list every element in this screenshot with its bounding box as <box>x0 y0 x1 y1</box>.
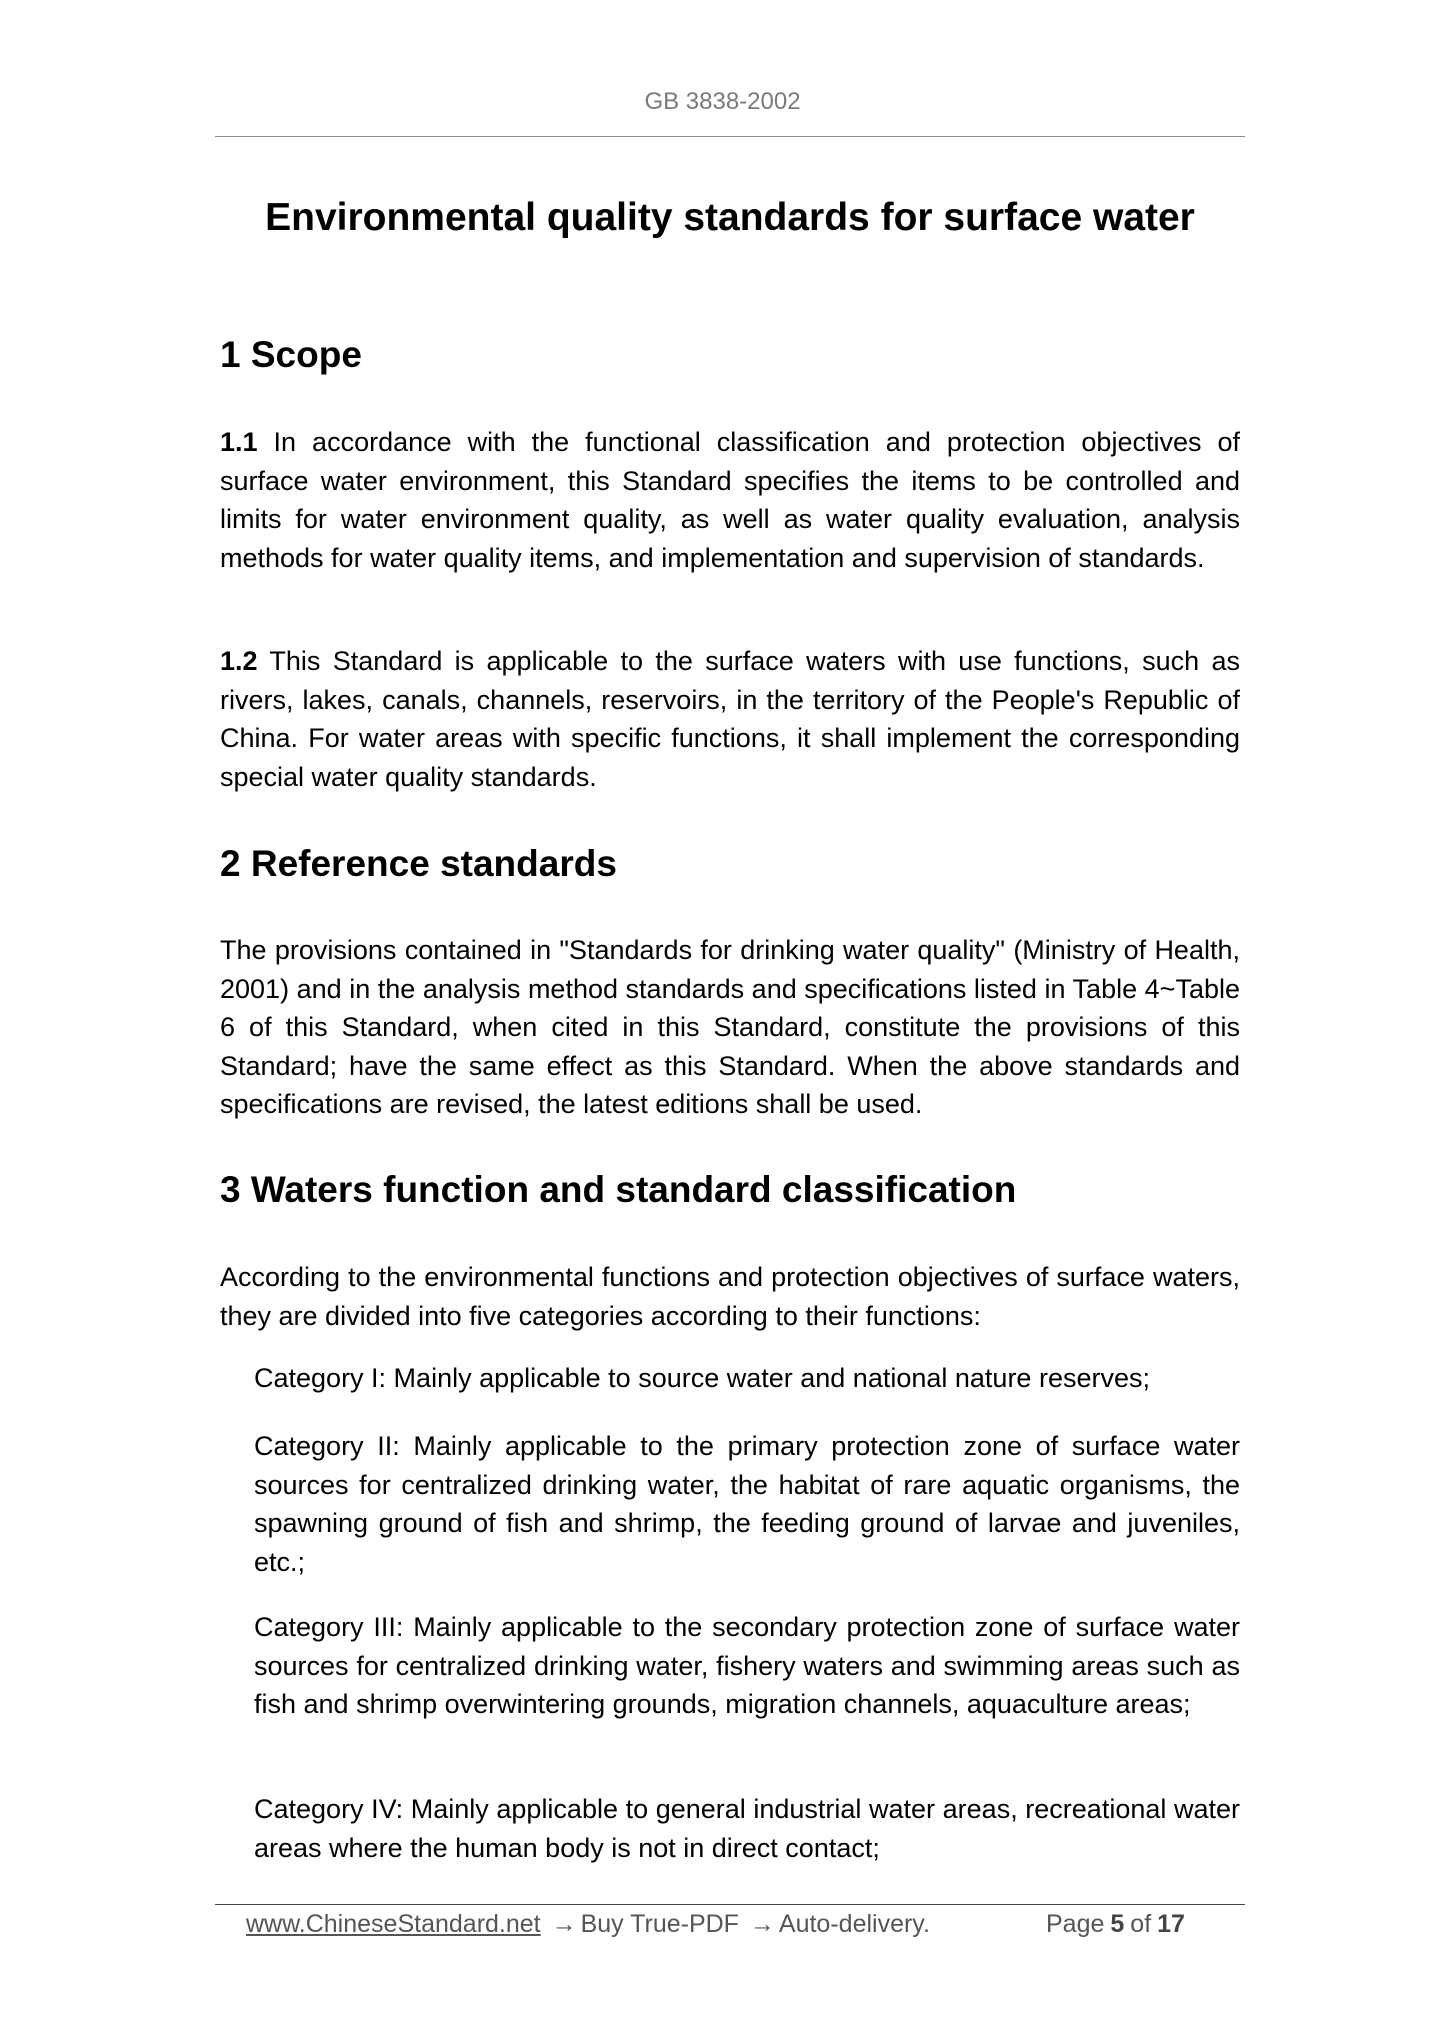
category-iii-item: Category III: Mainly applicable to the secondary protection zone of surface water sources for centralized drinking water, fishery waters and swimming areas such as fish and shrimp overwintering grounds, migration channels, aquaculture areas; <box>254 1612 1240 1719</box>
section-heading-waters-function: 3 Waters function and standard classification <box>220 1169 1017 1210</box>
header-standard-code: GB 3838-2002 <box>644 88 801 115</box>
site-link[interactable]: www.ChineseStandard.net <box>246 1910 541 1938</box>
clause-number: 1.1 <box>220 427 258 457</box>
header-divider <box>215 136 1245 137</box>
page-current: 5 <box>1110 1910 1125 1938</box>
buy-pdf-text: Buy True-PDF <box>580 1910 739 1938</box>
clause-number: 1.2 <box>220 646 258 676</box>
clause-1-1 <box>220 423 1240 577</box>
reference-standards-paragraph: The provisions contained in "Standards for drinking water quality" (Ministry of Health, 2001) and in the analysis method standards and specifications listed in Table 4~Table 6 of this Standard, when cited in this Standard, constitute the provisions of this Standard; have the same effect as this Standard. When the above standards and specifications are revised, the latest editions shall be used. <box>220 935 1240 1119</box>
document-title: Environmental quality standards for surface water <box>265 196 1195 239</box>
category-ii-item: Category II: Mainly applicable to the primary protection zone of surface water sources for centralized drinking water, the habitat of rare aquatic organisms, the spawning ground of fish and shrimp, the feeding ground of larvae and juveniles, etc.; <box>254 1431 1240 1577</box>
page-total: 17 <box>1157 1910 1185 1938</box>
category-iv-item: Category IV: Mainly applicable to general industrial water areas, recreational water areas where the human body is not in direct contact; <box>254 1794 1240 1863</box>
auto-delivery-text: Auto-delivery. <box>778 1910 930 1938</box>
clause-1-2 <box>220 642 1240 796</box>
category-i-item: Category I: Mainly applicable to source water and national nature reserves; <box>254 1363 1150 1393</box>
section-heading-reference-standards: 2 Reference standards <box>220 843 617 884</box>
footer-links <box>246 1910 930 1939</box>
page-label: Page <box>1046 1910 1105 1938</box>
classification-intro-paragraph: According to the environmental functions and protection objectives of surface waters, they are divided into five categories according to their functions: <box>220 1262 1240 1331</box>
arrow-right-icon: → <box>551 1910 577 1938</box>
clause-text: This Standard is applicable to the surface waters with use functions, such as rivers, lakes, canals, channels, reservoirs, in the territory of the People's Republic of China. For water areas with specific functions, it shall implement the corresponding special water quality standards. <box>220 646 1240 792</box>
section-heading-scope: 1 Scope <box>220 334 362 375</box>
page-indicator <box>1046 1910 1191 1939</box>
page-of-label: of <box>1130 1910 1152 1938</box>
clause-text: In accordance with the functional classification and protection objectives of surface water environment, this Standard specifies the items to be controlled and limits for water environment quality, as well as water quality evaluation, analysis methods for water quality items, and implementation and supervision of standards. <box>220 427 1240 573</box>
arrow-right-icon: → <box>749 1910 775 1938</box>
footer-divider <box>215 1904 1245 1905</box>
